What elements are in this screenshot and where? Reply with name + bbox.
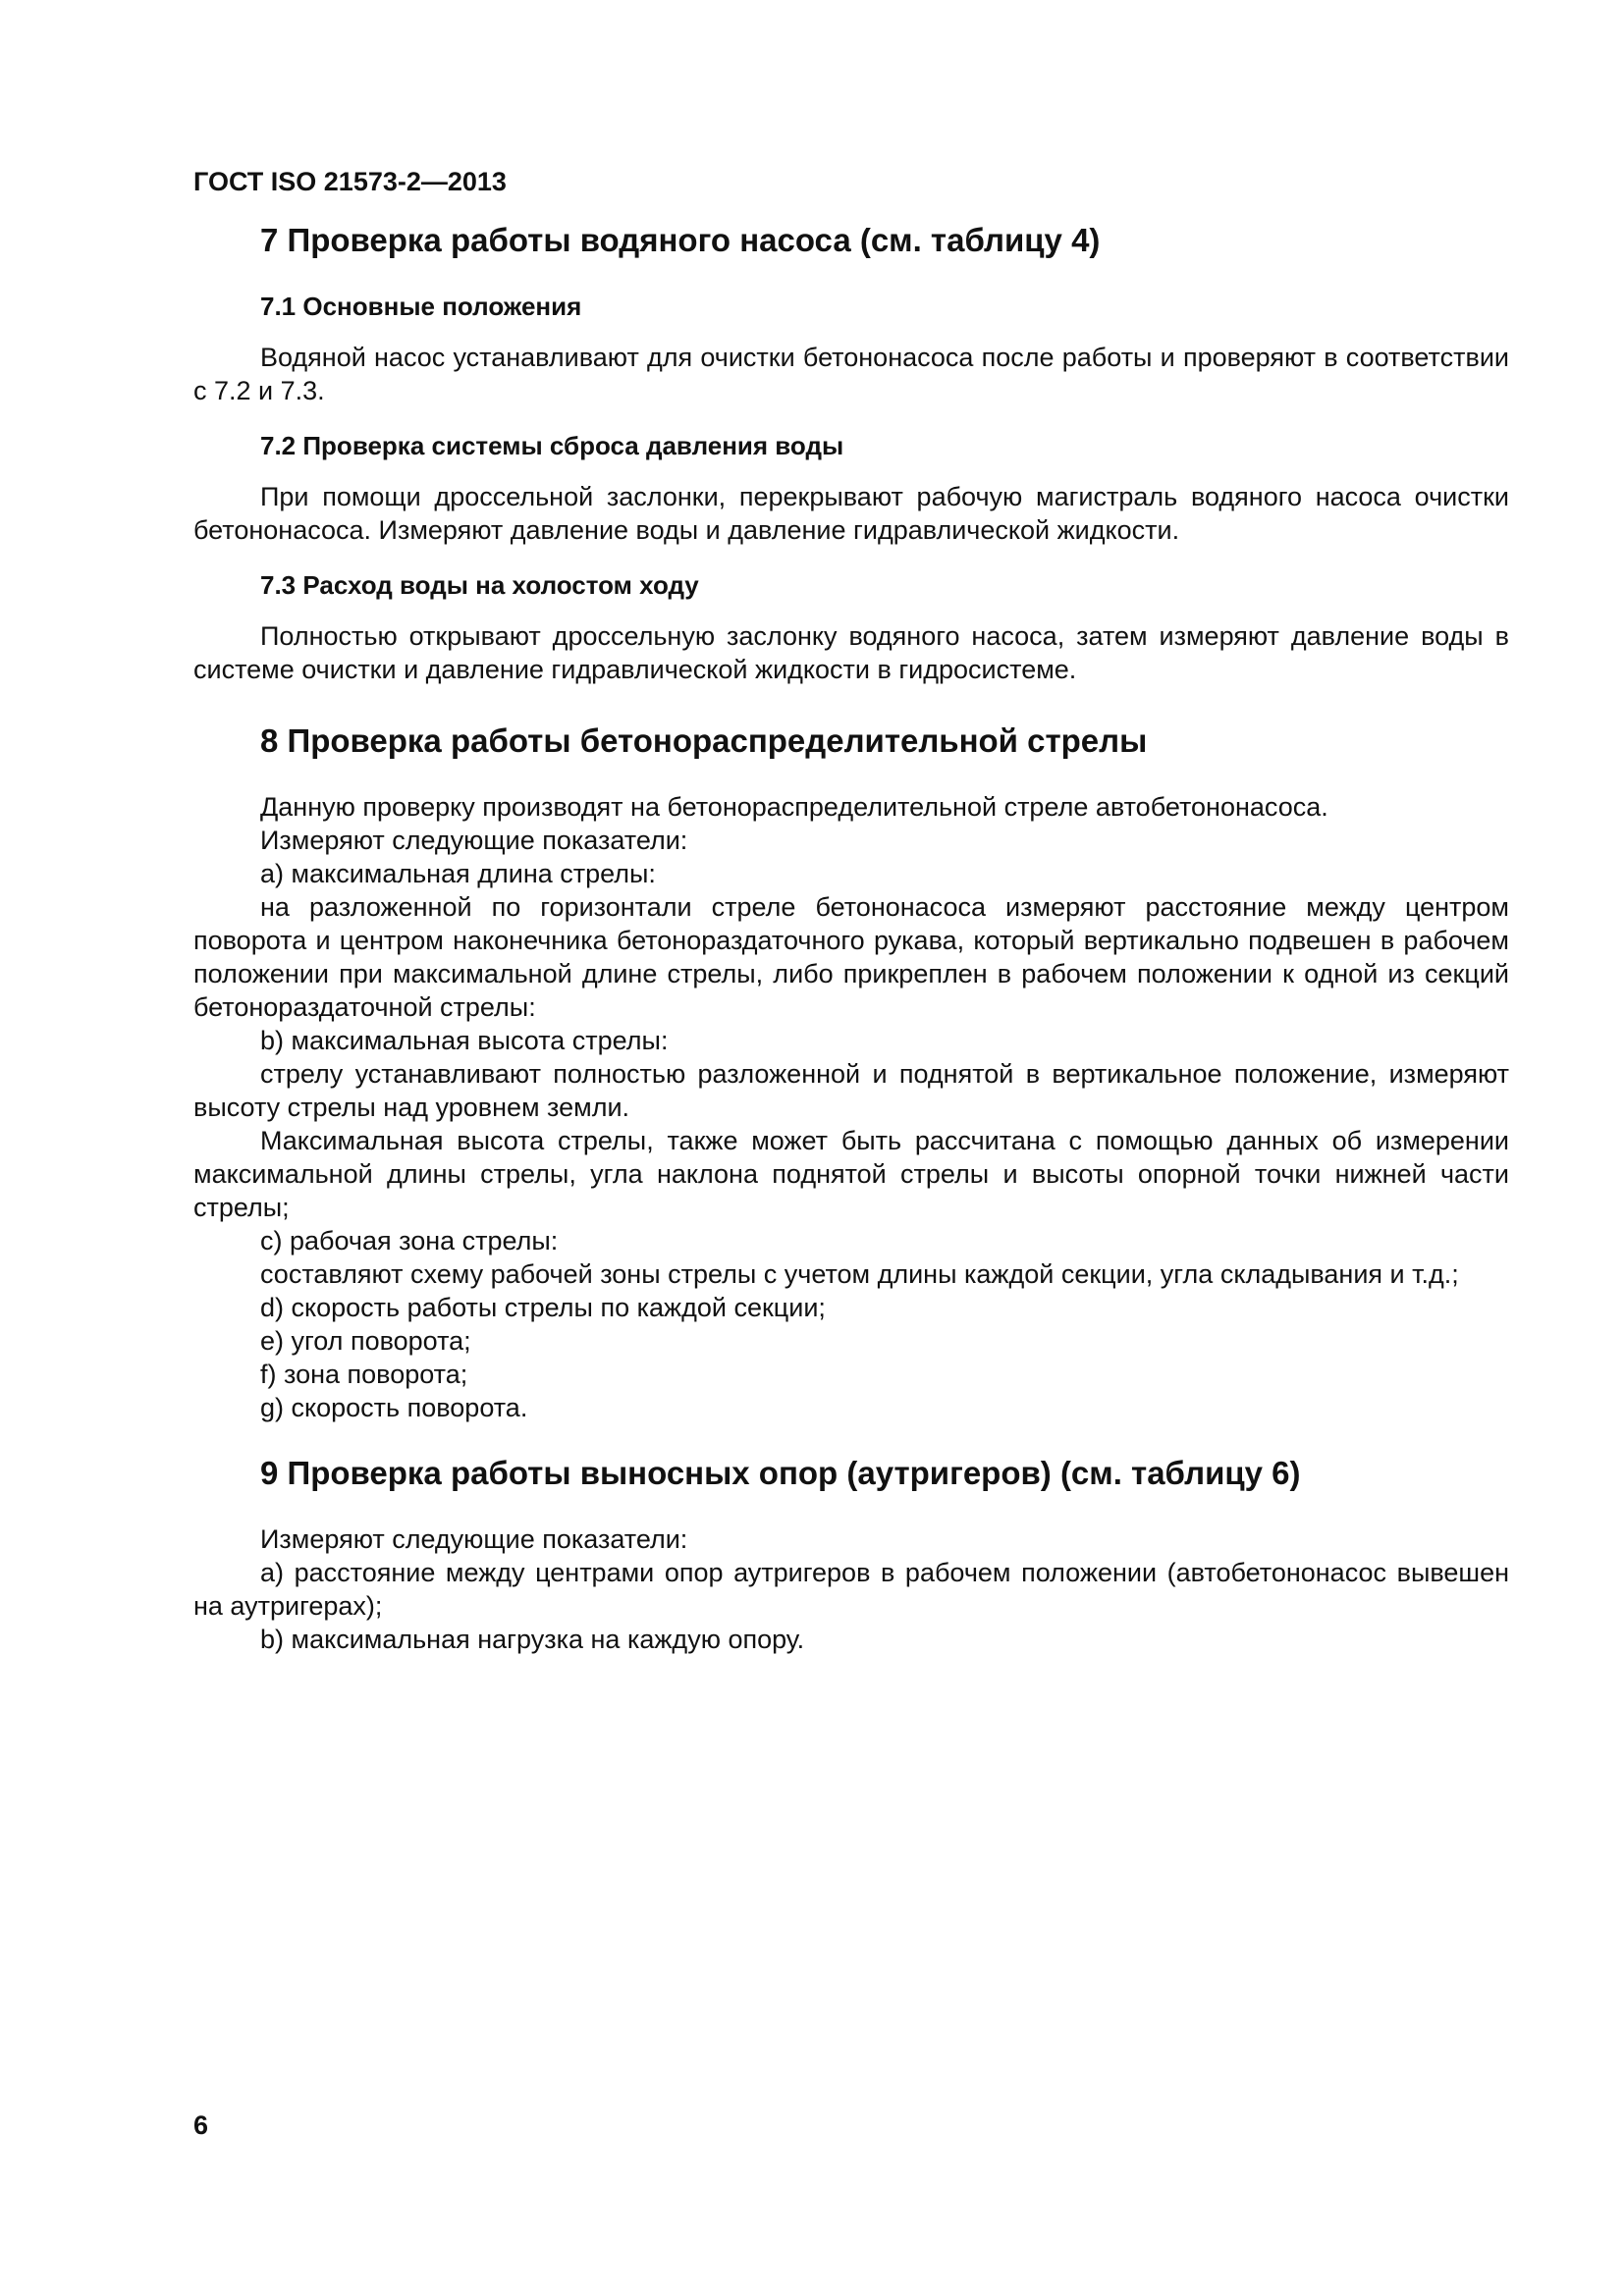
section-9-list-item-a: a) расстояние между центрами опор аутригеров в рабочем положении (автобетононасос вывешен на аутригерах);	[193, 1558, 1509, 1621]
section-9-paragraph: Измеряют следующие показатели:	[260, 1524, 688, 1554]
section-8-paragraph: Данную проверку производят на бетонораспределительной стреле автобетононасоса.	[260, 792, 1328, 822]
section-7-2-paragraph: При помощи дроссельной заслонки, перекрывают рабочую магистраль водяного насоса очистки бетононасоса. Измеряют давление воды и давление гидравлической жидкости.	[193, 482, 1509, 545]
section-8-paragraph: составляют схему рабочей зоны стрелы с учетом длины каждой секции, угла складывания и т.д.;	[260, 1259, 1459, 1289]
document-body	[193, 221, 1509, 1656]
section-7-3-paragraph: Полностью открывают дроссельную заслонку водяного насоса, затем измеряют давление воды в системе очистки и давление гидравлической жидкости в гидросистеме.	[193, 621, 1509, 684]
section-8-paragraph: Измеряют следующие показатели:	[260, 826, 688, 855]
section-8-list-item-f: f) зона поворота;	[260, 1360, 468, 1389]
section-8-list-item-e: e) угол поворота;	[260, 1326, 471, 1356]
section-8-list-item-d: d) скорость работы стрелы по каждой секции;	[260, 1293, 826, 1322]
section-9-title: 9 Проверка работы выносных опор (аутригеров) (см. таблицу 6)	[260, 1455, 1301, 1491]
section-8-title: 8 Проверка работы бетонораспределительной стрелы	[260, 722, 1148, 759]
section-8-paragraph: стрелу устанавливают полностью разложенной и поднятой в вертикальное положение, измеряют высоту стрелы над уровнем земли.	[193, 1059, 1509, 1122]
section-7-1-paragraph: Водяной насос устанавливают для очистки бетононасоса после работы и проверяют в соответствии с 7.2 и 7.3.	[193, 343, 1509, 405]
section-7-title: 7 Проверка работы водяного насоса (см. таблицу 4)	[260, 222, 1101, 258]
section-7-3-title: 7.3 Расход воды на холостом ходу	[260, 570, 699, 600]
section-8-list-item-b: b) максимальная высота стрелы:	[260, 1026, 669, 1055]
section-8-paragraph: Максимальная высота стрелы, также может быть рассчитана с помощью данных об измерении максимальной длины стрелы, угла наклона поднятой стрелы и высоты опорной точки нижней части стрелы;	[193, 1126, 1509, 1222]
document-code: ГОСТ ISO 21573-2—2013	[193, 167, 507, 196]
page-number: 6	[193, 2110, 209, 2140]
section-8-list-item-c: c) рабочая зона стрелы:	[260, 1226, 559, 1255]
section-9-list-item-b: b) максимальная нагрузка на каждую опору.	[260, 1625, 805, 1654]
section-7-1-title: 7.1 Основные положения	[260, 292, 582, 321]
section-8-list-item-a: a) максимальная длина стрелы:	[260, 859, 656, 888]
section-8-list-item-g: g) скорость поворота.	[260, 1393, 528, 1422]
section-7-2-title: 7.2 Проверка системы сброса давления воды	[260, 431, 844, 460]
section-8-paragraph: на разложенной по горизонтали стреле бетононасоса измеряют расстояние между центром поворота и центром наконечника бетонораздаточного рукава, который вертикально подвешен в рабочем положении при максимальной длине стрелы, либо прикреплен в рабочем положении к одной из секций бетонораздаточной стрелы:	[193, 892, 1509, 1022]
